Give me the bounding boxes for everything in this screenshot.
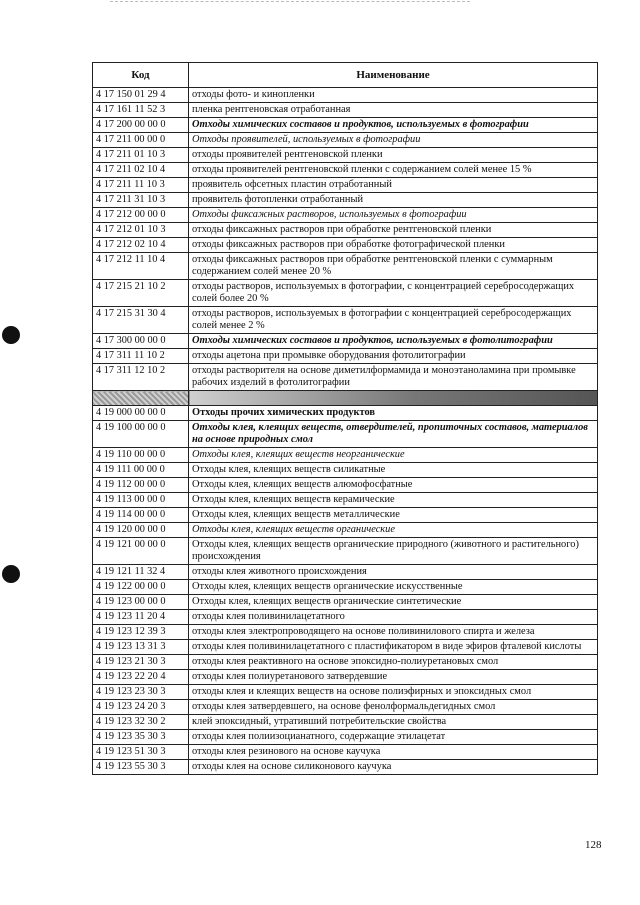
waste-code-cell: 4 19 112 00 00 0 [93,478,189,493]
table-row [93,610,598,625]
waste-name-cell: отходы клея поливинилацетатного [189,610,598,625]
waste-name-cell: Отходы прочих химических продуктов [189,406,598,421]
table-row [93,538,598,565]
waste-name-cell: отходы растворов, используемых в фотографии с концентрацией серебросодержащих солей менее 2 % [189,307,598,334]
waste-name-cell: отходы клея на основе силиконового каучука [189,760,598,775]
waste-code-cell: 4 19 000 00 00 0 [93,406,189,421]
waste-name-cell: отходы клея электропроводящего на основе поливинилового спирта и железа [189,625,598,640]
waste-name-cell: Отходы клея, клеящих веществ органические искусственные [189,580,598,595]
waste-name-cell: Отходы клея, клеящих веществ силикатные [189,463,598,478]
waste-name-cell: отходы клея поливинилацетатного с пластификатором в виде эфиров фталевой кислоты [189,640,598,655]
waste-name-cell: Отходы клея, клеящих веществ органические природного (животного и растительного) происхождения [189,538,598,565]
waste-name-cell: Отходы химических составов и продуктов, используемых в фотографии [189,118,598,133]
table-row [93,238,598,253]
top-scan-line [110,1,470,2]
waste-name-cell: проявитель фотопленки отработанный [189,193,598,208]
table-row [93,640,598,655]
waste-name-cell: пленка рентгеновская отработанная [189,103,598,118]
waste-code-cell: 4 19 123 22 20 4 [93,670,189,685]
waste-name-cell: Отходы клея, клеящих веществ неорганические [189,448,598,463]
table-row [93,307,598,334]
waste-code-cell: 4 17 212 00 00 0 [93,208,189,223]
waste-code-cell: 4 19 123 32 30 2 [93,715,189,730]
table-row [93,103,598,118]
table-row [93,448,598,463]
table-row [93,595,598,610]
waste-code-cell: 4 17 211 11 10 3 [93,178,189,193]
waste-name-cell: проявитель офсетных пластин отработанный [189,178,598,193]
table-row [93,349,598,364]
waste-name-cell: отходы ацетона при промывке оборудования фотолитографии [189,349,598,364]
waste-code-cell: 4 19 123 11 20 4 [93,610,189,625]
waste-name-cell: Отходы клея, клеящих веществ, отвердителей, пропиточных составов, материалов на основе природных смол [189,421,598,448]
waste-code-cell: 4 19 123 35 30 3 [93,730,189,745]
waste-code-cell: 4 17 211 31 10 3 [93,193,189,208]
waste-code-table [92,62,598,775]
waste-name-cell: отходы клея полиуретанового затвердевшие [189,670,598,685]
waste-code-cell: 4 17 215 31 30 4 [93,307,189,334]
table-row [93,193,598,208]
waste-name-cell: Отходы клея, клеящих веществ алюмофосфатные [189,478,598,493]
column-header-code: Код [93,63,189,88]
table-row [93,421,598,448]
waste-name-cell: Отходы проявителей, используемых в фотографии [189,133,598,148]
binder-hole [2,326,20,344]
waste-name-cell: отходы фиксажных растворов при обработке рентгеновской пленки [189,223,598,238]
table-row [93,406,598,421]
waste-code-cell: 4 17 212 01 10 3 [93,223,189,238]
waste-code-cell: 4 17 300 00 00 0 [93,334,189,349]
waste-code-cell: 4 19 123 21 30 3 [93,655,189,670]
waste-name-cell: Отходы фиксажных растворов, используемых в фотографии [189,208,598,223]
waste-code-cell: 4 19 100 00 00 0 [93,421,189,448]
waste-code-cell: 4 19 111 00 00 0 [93,463,189,478]
waste-code-cell: 4 17 311 12 10 2 [93,364,189,391]
waste-name-cell: отходы клея животного происхождения [189,565,598,580]
waste-name-cell: отходы фиксажных растворов при обработке фотографической пленки [189,238,598,253]
waste-name-cell: Отходы клея, клеящих веществ органические синтетические [189,595,598,610]
table-row [93,364,598,391]
table-row [93,685,598,700]
waste-name-cell: отходы клея затвердевшего, на основе фенолформальдегидных смол [189,700,598,715]
waste-code-cell: 4 19 121 00 00 0 [93,538,189,565]
table-row [93,88,598,103]
waste-code-cell: 4 17 150 01 29 4 [93,88,189,103]
waste-code-cell: 4 19 110 00 00 0 [93,448,189,463]
waste-name-cell: отходы проявителей рентгеновской пленки [189,148,598,163]
waste-code-cell: 4 19 123 23 30 3 [93,685,189,700]
waste-code-cell: 4 19 123 51 30 3 [93,745,189,760]
table-row [93,253,598,280]
table-row [93,493,598,508]
table-row [93,280,598,307]
waste-code-cell: 4 19 123 55 30 3 [93,760,189,775]
table-row [93,118,598,133]
waste-name-cell: Отходы клея, клеящих веществ керамические [189,493,598,508]
waste-name-cell: Отходы химических составов и продуктов, используемых в фотолитографии [189,334,598,349]
waste-code-cell: 4 17 311 11 10 2 [93,349,189,364]
table-row [93,670,598,685]
waste-code-cell: 4 19 123 13 31 3 [93,640,189,655]
waste-name-cell: отходы клея резинового на основе каучука [189,745,598,760]
table-row [93,334,598,349]
table-row [93,700,598,715]
table-row [93,163,598,178]
waste-name-cell: отходы растворителя на основе диметилформамида и моноэтаноламина при промывке рабочих изделий в фотолитографии [189,364,598,391]
waste-code-cell: 4 19 114 00 00 0 [93,508,189,523]
waste-code-cell: 4 19 120 00 00 0 [93,523,189,538]
table-row [93,580,598,595]
waste-name-cell: отходы фото- и кинопленки [189,88,598,103]
table-row [93,655,598,670]
table-row [93,760,598,775]
waste-name-cell: отходы проявителей рентгеновской пленки с содержанием солей менее 15 % [189,163,598,178]
column-header-name: Наименование [189,63,598,88]
waste-code-cell: 4 17 211 01 10 3 [93,148,189,163]
table-row [93,565,598,580]
waste-code-cell: 4 17 211 02 10 4 [93,163,189,178]
page-number: 128 [585,839,602,851]
waste-name-cell: отходы фиксажных растворов при обработке рентгеновской пленки с суммарным содержанием солей менее 20 % [189,253,598,280]
table-body [93,88,598,775]
table-row [93,523,598,538]
table-row [93,208,598,223]
table-row [93,463,598,478]
waste-name-cell: отходы клея реактивного на основе эпоксидно-полиуретановых смол [189,655,598,670]
waste-code-cell: 4 17 161 11 52 3 [93,103,189,118]
waste-code-cell: 4 19 122 00 00 0 [93,580,189,595]
waste-name-cell: клей эпоксидный, утративший потребительские свойства [189,715,598,730]
table-row [93,148,598,163]
waste-name-cell [189,391,598,406]
table-row [93,133,598,148]
waste-name-cell: отходы клея полиизоцианатного, содержащие этилацетат [189,730,598,745]
waste-code-cell: 4 19 121 11 32 4 [93,565,189,580]
waste-code-cell [93,391,189,406]
table-row [93,730,598,745]
waste-name-cell: отходы клея и клеящих веществ на основе полиэфирных и эпоксидных смол [189,685,598,700]
waste-code-cell: 4 19 123 00 00 0 [93,595,189,610]
table-row [93,508,598,523]
binder-hole [2,565,20,583]
waste-code-cell: 4 17 212 11 10 4 [93,253,189,280]
waste-name-cell: Отходы клея, клеящих веществ металлические [189,508,598,523]
waste-code-cell: 4 19 113 00 00 0 [93,493,189,508]
waste-name-cell: Отходы клея, клеящих веществ органические [189,523,598,538]
waste-code-cell: 4 17 200 00 00 0 [93,118,189,133]
table-row [93,223,598,238]
waste-code-cell: 4 17 215 21 10 2 [93,280,189,307]
waste-code-cell: 4 17 212 02 10 4 [93,238,189,253]
table-row [93,745,598,760]
waste-code-cell: 4 17 211 00 00 0 [93,133,189,148]
waste-name-cell: отходы растворов, используемых в фотографии, с концентрацией серебросодержащих солей более 20 % [189,280,598,307]
waste-code-cell: 4 19 123 12 39 3 [93,625,189,640]
table-row [93,715,598,730]
waste-code-cell: 4 19 123 24 20 3 [93,700,189,715]
table-row [93,178,598,193]
table-row [93,391,598,406]
table-header-row [93,63,598,88]
table-row [93,625,598,640]
table-row [93,478,598,493]
